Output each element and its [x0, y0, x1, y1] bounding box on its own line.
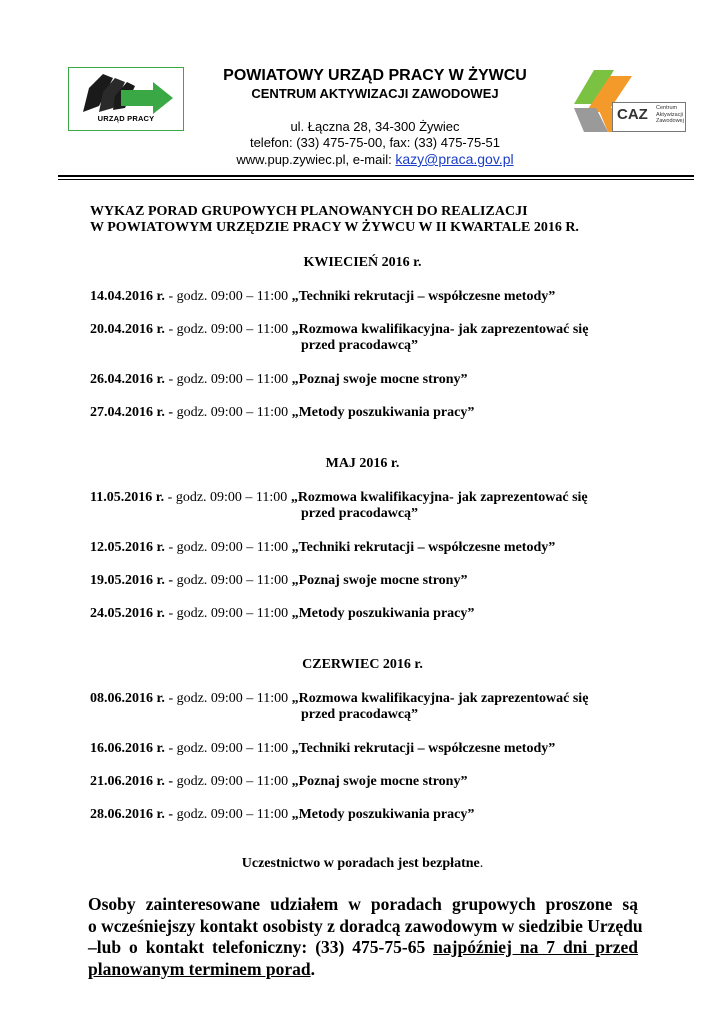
office-address: ul. Łączna 28, 34-300 Żywiec — [290, 119, 460, 134]
intro-line-1: WYKAZ PORAD GRUPOWYCH PLANOWANYCH DO REALIZACJI — [90, 204, 528, 219]
intro-line-2: W POWIATOWYM URZĘDZIE PRACY W ŻYWCU W II KWARTALE 2016 R. — [90, 220, 579, 235]
schedule-entry: 27.04.2016 r. - godz. 09:00 – 11:00 „Metody poszukiwania pracy” — [90, 405, 475, 420]
schedule-entry: 28.06.2016 r. - godz. 09:00 – 11:00 „Metody poszukiwania pracy” — [90, 807, 475, 822]
office-phone: telefon: (33) 475-75-00, fax: (33) 475-75-51 — [249, 135, 501, 150]
month-heading-april: KWIECIEŃ 2016 r. — [303, 255, 422, 270]
contact-line-1: Osoby zainteresowane udziałem w poradach grupowych proszone są — [88, 894, 638, 914]
caz-badge — [612, 102, 686, 132]
schedule-entry-continuation: przed pracodawcą” — [301, 338, 419, 353]
month-heading-june: CZERWIEC 2016 r. — [302, 657, 423, 672]
schedule-entry: 16.06.2016 r. - godz. 09:00 – 11:00 „Techniki rekrutacji – współczesne metody” — [90, 741, 556, 756]
schedule-entry: 19.05.2016 r. - godz. 09:00 – 11:00 „Poznaj swoje mocne strony” — [90, 573, 468, 588]
schedule-entry-continuation: przed pracodawcą” — [301, 707, 419, 722]
header-rule-thick — [58, 175, 694, 177]
schedule-entry: 20.04.2016 r. - godz. 09:00 – 11:00 „Rozmowa kwalifikacyjna- jak zaprezentować się — [90, 322, 589, 337]
contact-line-2: o wcześniejszy kontakt osobisty z doradcą zawodowym w siedzibie Urzędu — [88, 915, 643, 936]
free-participation-note: Uczestnictwo w poradach jest bezpłatne. — [241, 856, 484, 871]
schedule-entry-continuation: przed pracodawcą” — [301, 506, 419, 521]
schedule-entry: 24.05.2016 r. - godz. 09:00 – 11:00 „Metody poszukiwania pracy” — [90, 606, 475, 621]
contact-instructions — [88, 894, 643, 980]
month-heading-may: MAJ 2016 r. — [325, 456, 400, 471]
schedule-entry: 26.04.2016 r. - godz. 09:00 – 11:00 „Poznaj swoje mocne strony” — [90, 372, 468, 387]
schedule-entry: 12.05.2016 r. - godz. 09:00 – 11:00 „Techniki rekrutacji – współczesne metody” — [90, 540, 556, 555]
schedule-entry: 08.06.2016 r. - godz. 09:00 – 11:00 „Rozmowa kwalifikacyjna- jak zaprezentować się — [90, 691, 589, 706]
caz-label: CAZ — [617, 106, 648, 123]
office-title: POWIATOWY URZĄD PRACY W ŻYWCU — [223, 67, 527, 84]
office-web — [195, 151, 555, 167]
caz-small-text: Centrum Aktywizacji Zawodowej — [656, 105, 684, 124]
schedule-entry: 11.05.2016 r. - godz. 09:00 – 11:00 „Rozmowa kwalifikacyjna- jak zaprezentować się — [90, 490, 588, 505]
schedule-entry: 14.04.2016 r. - godz. 09:00 – 11:00 „Techniki rekrutacji – współczesne metody” — [90, 289, 556, 304]
contact-line-4: planowanym terminem porad. — [88, 958, 316, 979]
logo-left-caption: URZĄD PRACY — [97, 114, 155, 123]
email-link[interactable]: kazy@praca.gov.pl — [395, 151, 514, 167]
office-subtitle: CENTRUM AKTYWIZACJI ZAWODOWEJ — [251, 86, 499, 101]
caz-logo — [568, 68, 686, 136]
document-intro — [90, 204, 579, 236]
schedule-entry: 21.06.2016 r. - godz. 09:00 – 11:00 „Poznaj swoje mocne strony” — [90, 774, 468, 789]
header-rule-thin — [58, 179, 694, 180]
website-text: www.pup.zywiec.pl, e-mail: — [236, 152, 396, 167]
contact-line-3: –lub o kontakt telefoniczny: (33) 475-75-65 najpóźniej na 7 dni przed — [88, 937, 639, 957]
urzad-pracy-logo — [68, 67, 184, 131]
